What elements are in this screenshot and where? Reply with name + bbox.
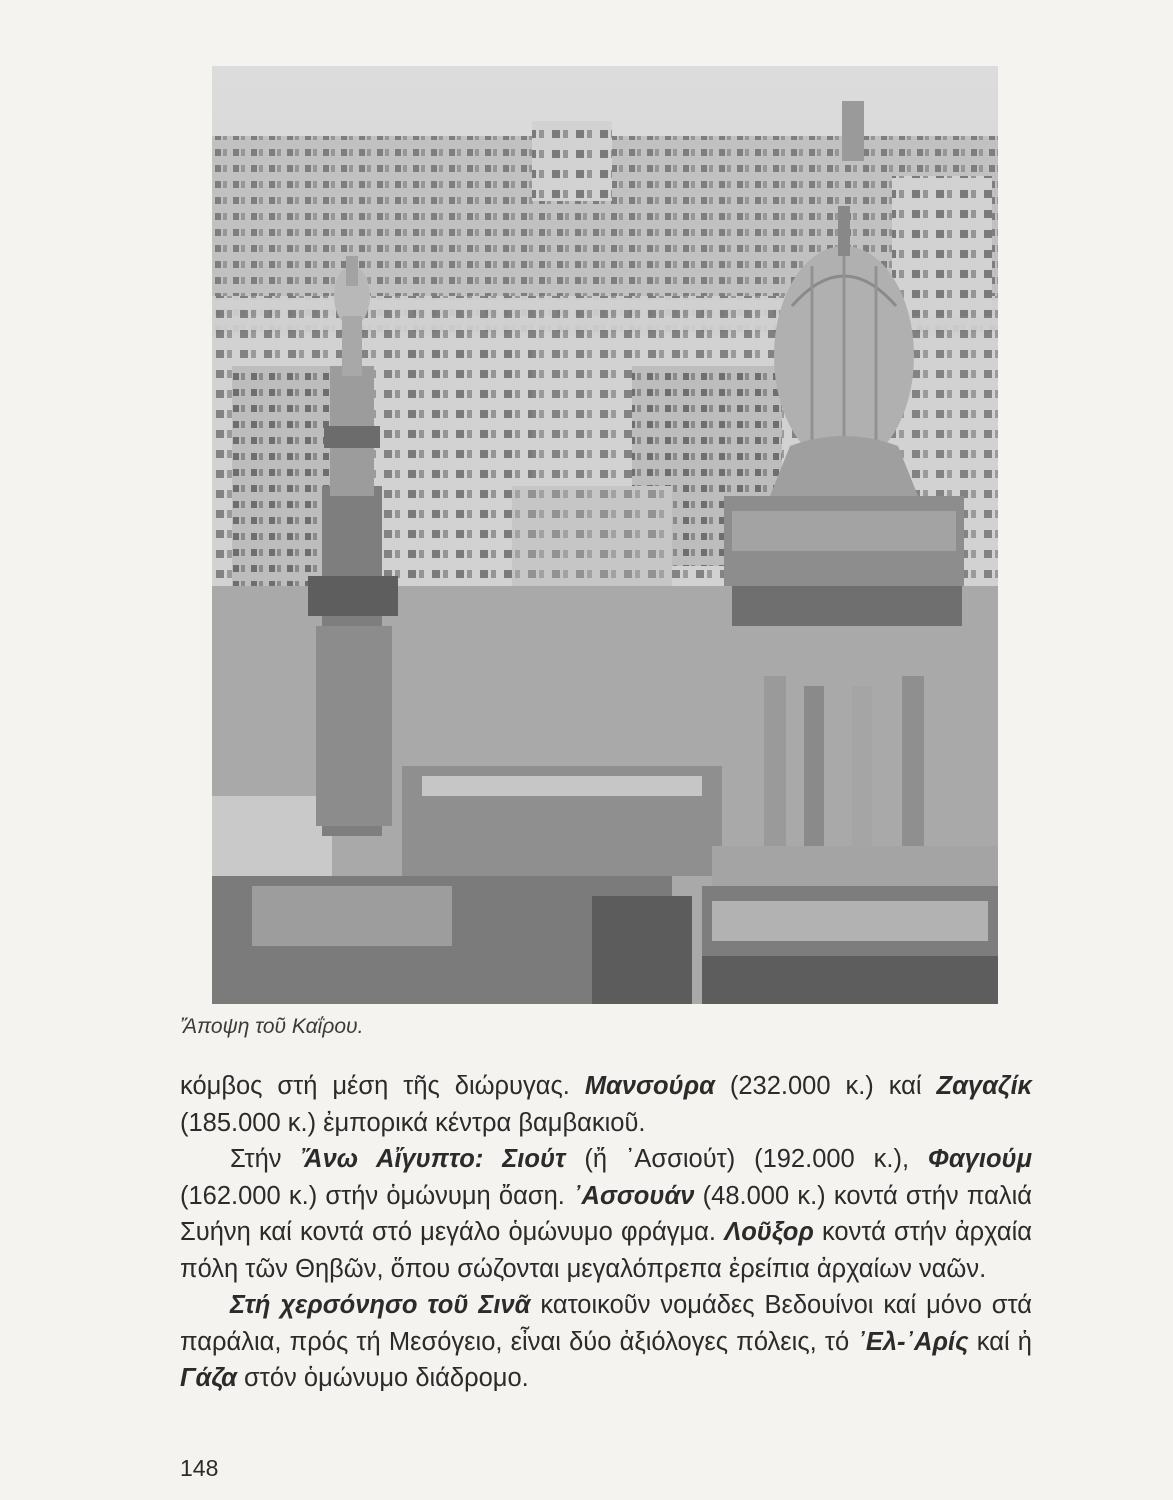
- place-name-fayoum: Φαγιούμ: [927, 1145, 1032, 1173]
- place-name-zagazig: Ζαγαζίκ: [936, 1072, 1032, 1100]
- text-run: Στήν: [230, 1145, 301, 1173]
- text-run: κόμβος στή μέση τῆς διώρυγας.: [180, 1072, 585, 1100]
- cairo-cityscape-image: [212, 66, 998, 1004]
- body-text: [180, 1068, 1032, 1397]
- place-name-sinai: Στή χερσόνησο τοῦ Σινᾶ: [230, 1291, 531, 1319]
- place-name-gaza: Γάζα: [180, 1364, 237, 1392]
- cairo-photo: [212, 66, 998, 1004]
- text-run: (ἤ ᾿Ασσιούτ) (192.000 κ.),: [565, 1145, 928, 1173]
- paragraph-3: [180, 1287, 1032, 1397]
- paragraph-2: [180, 1141, 1032, 1287]
- text-run: (232.000 κ.) καί: [714, 1072, 937, 1100]
- photo-caption: Ἄποψη τοῦ Καΐρου.: [180, 1015, 364, 1038]
- page-number: 148: [180, 1455, 219, 1481]
- place-name-upper-egypt-siout: Ἄνω Αἴγυπτο: Σιούτ: [300, 1145, 566, 1173]
- paragraph-1: [180, 1068, 1032, 1141]
- place-name-luxor: Λοῦξορ: [724, 1218, 814, 1246]
- text-run: (162.000 κ.) στήν ὁμώνυμη ὄαση.: [180, 1181, 574, 1210]
- text-run: (185.000 κ.) ἐμπορικά κέντρα βαμβακιοῦ.: [180, 1108, 646, 1137]
- text-run: (48.000 κ.) κοντά στήν παλιά Συήνη καί κοντά στό μεγάλο ὁμώνυμο φράγμα.: [180, 1181, 1032, 1246]
- place-name-aswan: ᾿Ασσουάν: [573, 1181, 695, 1210]
- text-run: κοντά στήν ἀρχαία πόλη τῶν Θηβῶν, ὅπου σώζονται μεγαλόπρεπα ἐρείπια ἀρχαίων ναῶν.: [180, 1218, 1032, 1283]
- place-name-mansoura: Μανσούρα: [584, 1072, 715, 1100]
- text-run: στόν ὁμώνυμο διάδρομο.: [236, 1364, 529, 1392]
- text-run: κατοικοῦν νομάδες Βεδουίνοι καί μόνο στά παράλια, πρός τή Μεσόγειο, εἶναι δύο ἀξιόλογες πόλεις, τό: [180, 1291, 1033, 1356]
- text-run: καί ἡ: [968, 1327, 1032, 1356]
- place-name-el-arish: ᾿Ελ-᾿Αρίς: [857, 1327, 969, 1356]
